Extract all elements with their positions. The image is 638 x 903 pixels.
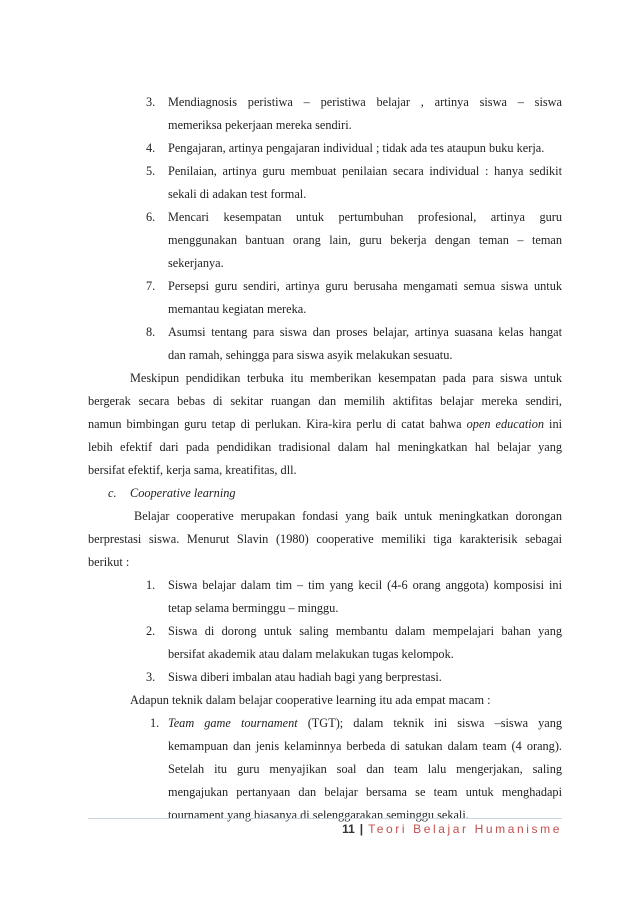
list-item-number: 4. bbox=[146, 141, 156, 155]
list-item-line: Penilaian, artinya guru membuat penilaian secara individual : hanya sedikit bbox=[168, 164, 562, 178]
list-item-line: tetap selama berminggu – minggu. bbox=[168, 601, 339, 615]
list-item-line: kemampuan dan jenis kelaminnya berbeda di satukan dalam team (4 orang). bbox=[168, 739, 562, 753]
footer-separator: | bbox=[359, 822, 364, 836]
list-item-line: Siswa di dorong untuk saling membantu dalam mempelajari bahan yang bbox=[168, 624, 562, 638]
list-item-number: 8. bbox=[146, 325, 156, 339]
list-item-line: sekali di adakan test formal. bbox=[168, 187, 307, 201]
paragraph-line: berikut : bbox=[88, 555, 130, 569]
section-letter: c. bbox=[108, 486, 117, 500]
list-item-line: memeriksa pekerjaan mereka sendiri. bbox=[168, 118, 352, 132]
list-item-line: Siswa belajar dalam tim – tim yang kecil (4-6 orang anggota) komposisi ini bbox=[168, 578, 562, 592]
list-item-line: mengajukan pertanyaan dan belajar bersama se team untuk menghadapi bbox=[168, 785, 562, 799]
paragraph-line: bergerak secara bebas di sekitar ruangan dan memilih aktifitas belajar mereka sendiri, bbox=[88, 394, 562, 408]
list-item-line: Pengajaran, artinya pengajaran individual ; tidak ada tes ataupun buku kerja. bbox=[168, 141, 545, 155]
list-item-number: 3. bbox=[146, 670, 156, 684]
paragraph-line: Belajar cooperative merupakan fondasi yang baik untuk meningkatkan dorongan bbox=[134, 509, 562, 523]
paragraph-techniques-intro: Adapun teknik dalam belajar cooperative learning itu ada empat macam : bbox=[130, 693, 491, 707]
list-item-line: Persepsi guru sendiri, artinya guru berusaha mengamati semua siswa untuk bbox=[168, 279, 562, 293]
list-item-line: sekerjanya. bbox=[168, 256, 224, 270]
footer-title: Teori Belajar Humanisme bbox=[368, 822, 562, 836]
list-item-line: Mencari kesempatan untuk pertumbuhan profesional, artinya guru bbox=[168, 210, 562, 224]
paragraph-line: bersifat efektif, kerja sama, kreatifitas, dll. bbox=[88, 463, 297, 477]
list-item-line: bersifat akademik atau dalam melakukan tugas kelompok. bbox=[168, 647, 454, 661]
list-item-line: Siswa diberi imbalan atau hadiah bagi yang berprestasi. bbox=[168, 670, 442, 684]
list-item-number: 1. bbox=[146, 578, 156, 592]
paragraph-line: Meskipun pendidikan terbuka itu memberikan kesempatan pada para siswa untuk bbox=[130, 371, 562, 385]
list-item-number: 6. bbox=[146, 210, 156, 224]
list-item-number: 5. bbox=[146, 164, 156, 178]
paragraph-line: berprestasi siswa. Menurut Slavin (1980) cooperative memiliki tiga karakterisik sebagai bbox=[88, 532, 562, 546]
list-item-line: Setelah itu guru menyajikan soal dan team lalu mengerjakan, saling bbox=[168, 762, 562, 776]
list-item-line: menggunakan bantuan orang lain, guru bekerja dengan teman – teman bbox=[168, 233, 562, 247]
list-item-line: Team game tournament (TGT); dalam teknik ini siswa –siswa yang bbox=[168, 716, 562, 730]
paragraph-line: lebih efektif dari pada pendidikan tradisional dalam hal meningkatkan hal belajar yang bbox=[88, 440, 562, 454]
list-item-number: 7. bbox=[146, 279, 156, 293]
emphasis-tgt: Team game tournament bbox=[168, 716, 298, 730]
page-number: 11 bbox=[342, 822, 355, 836]
page-footer bbox=[300, 822, 562, 836]
list-item-line: dan ramah, sehingga para siswa asyik melakukan sesuatu. bbox=[168, 348, 453, 362]
list-item-number: 2. bbox=[146, 624, 156, 638]
section-title: Cooperative learning bbox=[130, 486, 236, 500]
list-item-line: memantau kegiatan mereka. bbox=[168, 302, 307, 316]
emphasis-open-education: open education bbox=[466, 417, 544, 431]
paragraph-line: namun bimbingan guru tetap di perlukan. Kira-kira perlu di catat bahwa open education ini bbox=[88, 417, 563, 431]
list-item-line: Asumsi tentang para siswa dan proses belajar, artinya suasana kelas hangat bbox=[168, 325, 562, 339]
list-item-line: Mendiagnosis peristiwa – peristiwa belajar , artinya siswa – siswa bbox=[168, 95, 562, 109]
list-item-line: tournament yang biasanya di selenggarakan seminggu sekali. bbox=[168, 808, 469, 822]
footer-divider bbox=[88, 818, 562, 819]
list-item-number: 3. bbox=[146, 95, 156, 109]
list-item-number: 1. bbox=[150, 716, 160, 730]
